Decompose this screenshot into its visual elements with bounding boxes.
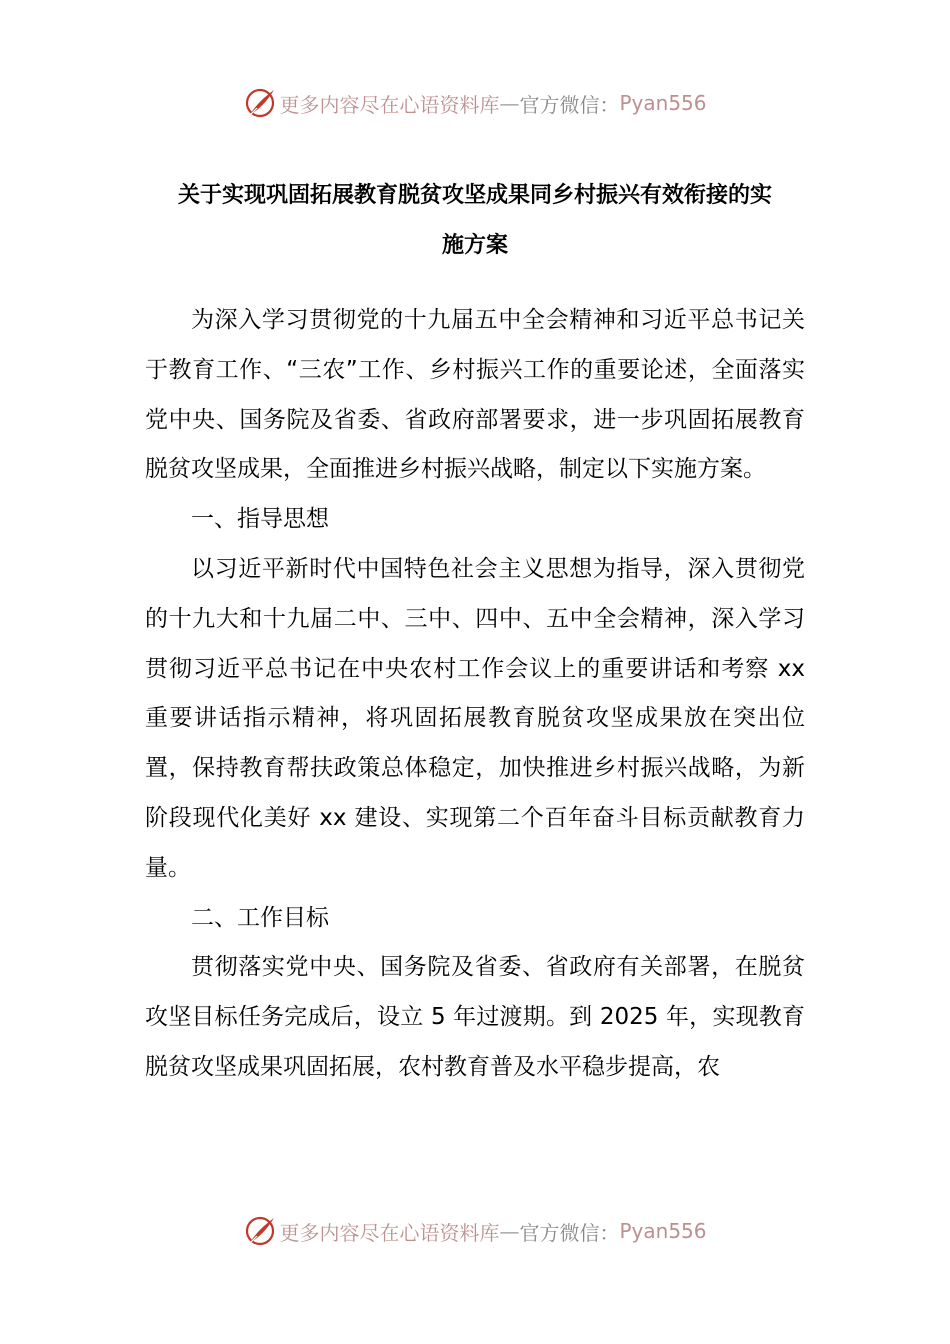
title-line-2: 施方案	[441, 233, 508, 258]
feather-pen-logo-icon	[243, 86, 277, 120]
document-body	[145, 296, 805, 1093]
footer-banner	[0, 1211, 950, 1251]
promo-text: 更多内容尽在心语资料库	[279, 92, 500, 117]
work-goals-paragraph: 贯彻落实党中央、国务院及省委、省政府有关部署，在脱贫攻坚目标任务完成后，设立 5 年过渡期。到 2025 年，实现教育脱贫攻坚成果巩固拓展，农村教育普及水平稳步提高，农	[145, 954, 805, 1080]
promo-text: 更多内容尽在心语资料库	[279, 1220, 500, 1245]
wechat-label: 官方微信：	[519, 92, 620, 117]
banner-separator: —	[499, 1219, 520, 1243]
header-banner	[0, 83, 950, 123]
title-line-1: 关于实现巩固拓展教育脱贫攻坚成果同乡村振兴有效衔接的实	[177, 183, 772, 208]
wechat-id: Pyan556	[619, 1219, 707, 1243]
guiding-ideology-paragraph: 以习近平新时代中国特色社会主义思想为指导，深入贯彻党的十九大和十九届二中、三中、四中、五中全会精神，深入学习贯彻习近平总书记在中央农村工作会议上的重要讲话和考察 xx 重要讲话指示精神，将巩固拓展教育脱贫攻坚成果放在突出位置，保持教育帮扶政策总体稳定，加快推进乡村振兴战略，为新阶段现代化美好 xx 建设、实现第二个百年奋斗目标贡献教育力量。	[145, 555, 805, 881]
feather-pen-logo-icon	[243, 1214, 277, 1248]
wechat-label: 官方微信：	[519, 1220, 620, 1245]
wechat-id: Pyan556	[619, 91, 707, 115]
section-heading-guiding-ideology: 一、指导思想	[191, 506, 329, 533]
section-heading-work-goals: 二、工作目标	[191, 904, 329, 931]
intro-paragraph: 为深入学习贯彻党的十九届五中全会精神和习近平总书记关于教育工作、“三农”工作、乡村振兴工作的重要论述，全面落实党中央、国务院及省委、省政府部署要求，进一步巩固拓展教育脱贫攻坚成果，全面推进乡村振兴战略，制定以下实施方案。	[145, 307, 805, 483]
banner-separator: —	[499, 91, 520, 115]
document-title	[145, 171, 805, 271]
